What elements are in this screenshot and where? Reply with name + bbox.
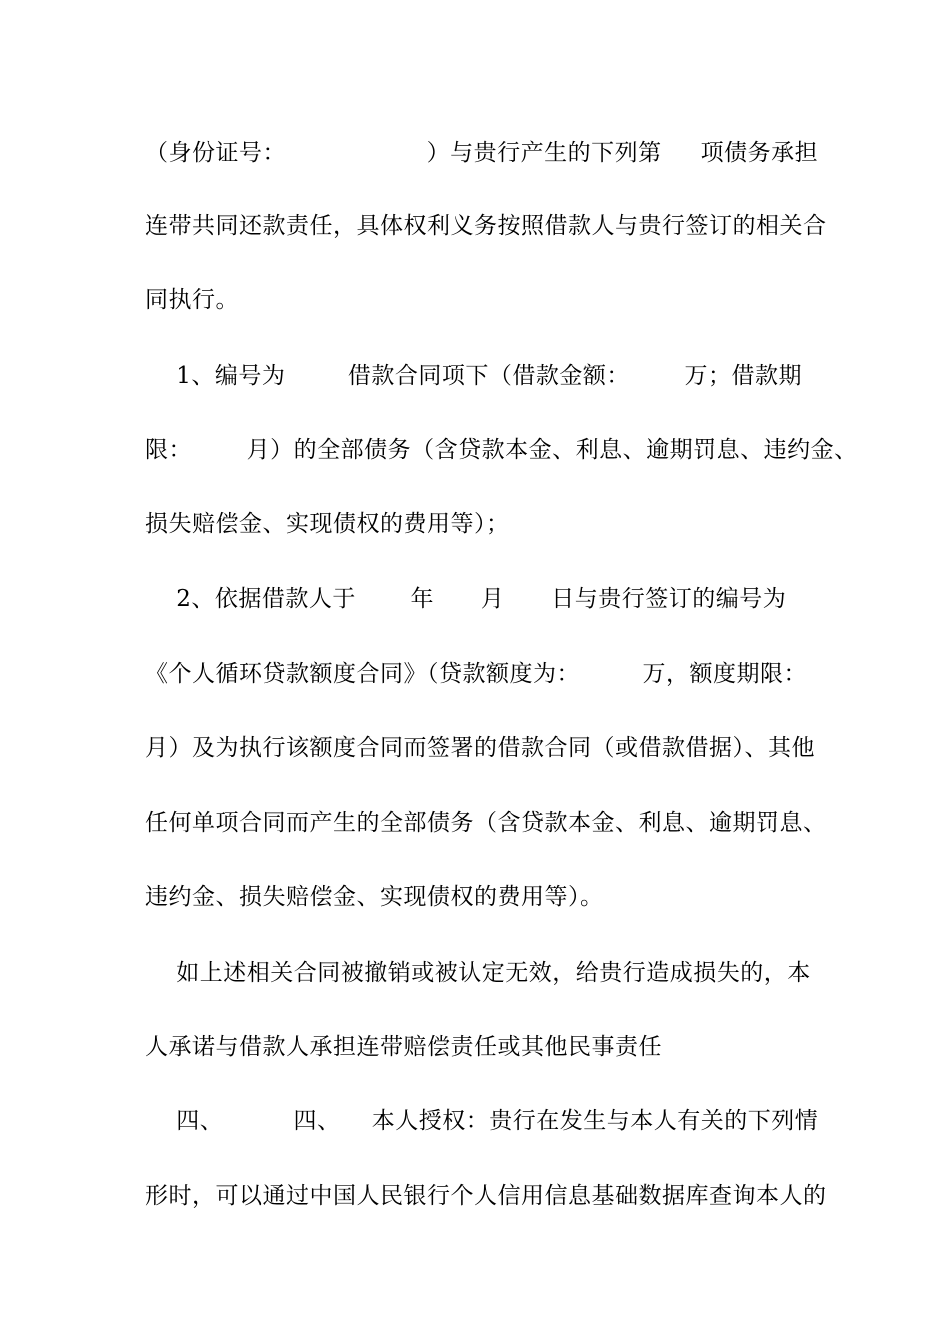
text-line-9: 月）及为执行该额度合同而签署的借款合同（或借款借据）、其他 bbox=[145, 735, 815, 761]
text-line-13: 人承诺与借款人承担连带赔偿责任或其他民事责任 bbox=[145, 1034, 662, 1060]
text-line-14: 四、 四、 本人授权：贵行在发生与本人有关的下列情 bbox=[145, 1108, 819, 1134]
text-line-4: 1、编号为 借款合同项下（借款金额： 万；借款期 bbox=[145, 363, 803, 389]
text-line-2: 连带共同还款责任，具体权利义务按照借款人与贵行签订的相关合 bbox=[145, 213, 827, 239]
text-line-15: 形时，可以通过中国人民银行个人信用信息基础数据库查询本人的 bbox=[145, 1183, 827, 1209]
text-line-10: 任何单项合同而产生的全部债务（含贷款本金、利息、逾期罚息、 bbox=[145, 810, 827, 836]
text-line-1: （身份证号： ）与贵行产生的下列第 项债务承担 bbox=[145, 140, 819, 166]
text-line-12: 如上述相关合同被撤销或被认定无效，给贵行造成损失的，本 bbox=[145, 960, 811, 986]
text-line-5: 限： 月）的全部债务（含贷款本金、利息、逾期罚息、违约金、 bbox=[145, 437, 858, 463]
text-line-3: 同执行。 bbox=[145, 287, 239, 313]
text-line-6: 损失赔偿金、实现债权的费用等）； bbox=[145, 511, 510, 537]
text-line-11: 违约金、损失赔偿金、实现债权的费用等）。 bbox=[145, 884, 604, 910]
text-line-7: 2、依据借款人于 年 月 日与贵行签订的编号为 bbox=[145, 586, 787, 612]
text-line-8: 《个人循环贷款额度合同》（贷款额度为： 万，额度期限： bbox=[145, 661, 807, 687]
